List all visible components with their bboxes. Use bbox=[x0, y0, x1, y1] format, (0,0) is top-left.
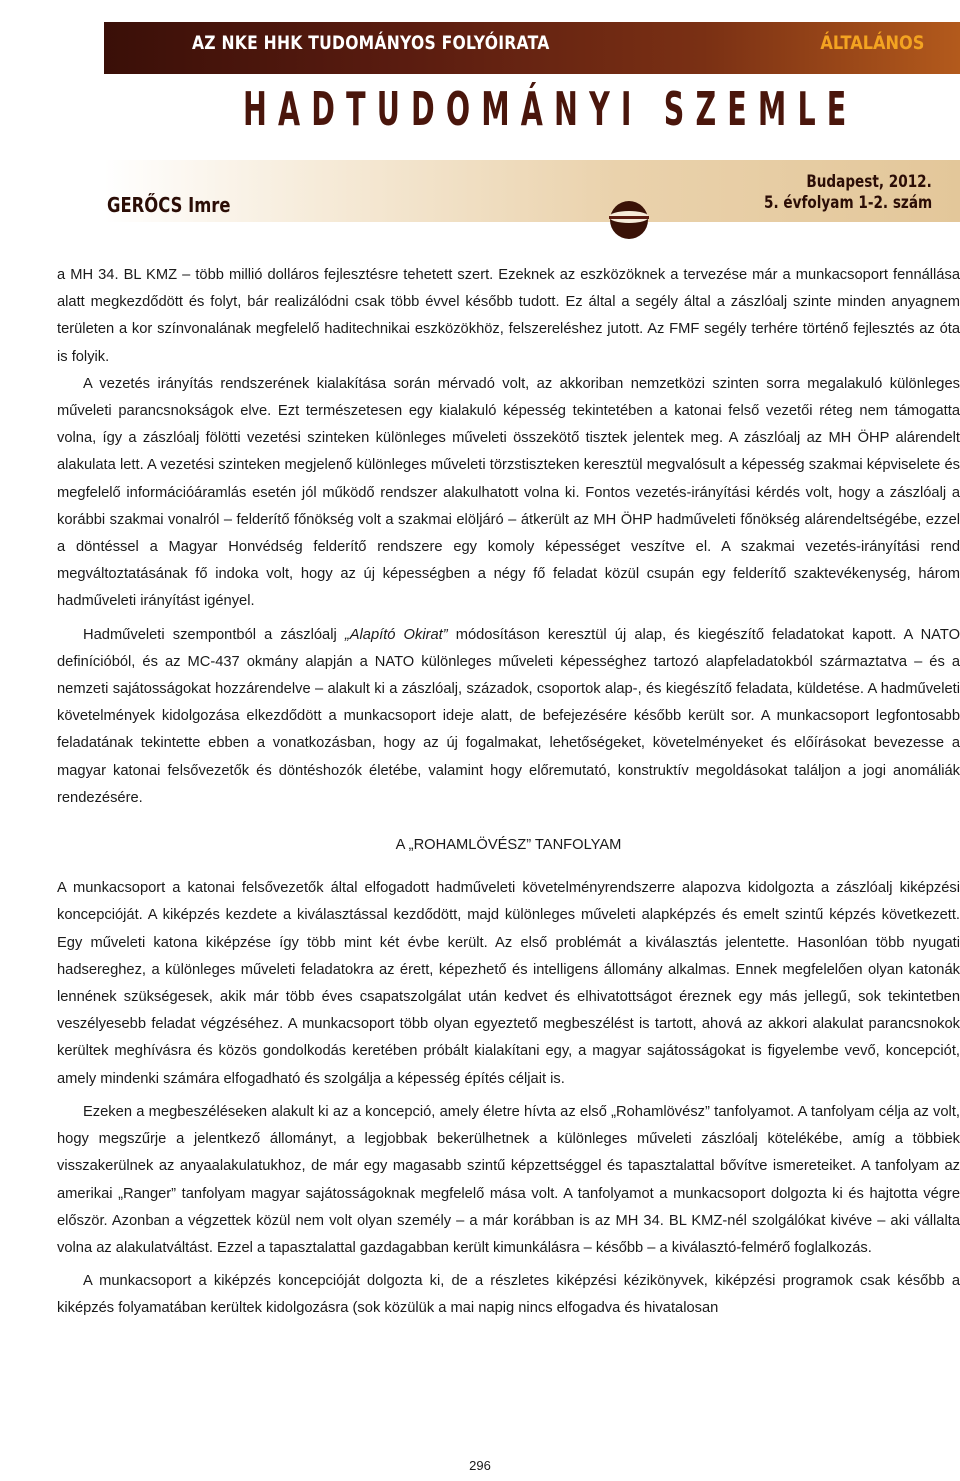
journal-header bbox=[0, 0, 960, 245]
paragraph: A munkacsoport a katonai felsővezetők által elfogadott hadműveleti követelményrendszerre alapozva kidolgozta a zászlóalj kiképzési koncepcióját. A kiképzés kezdete a kiválasztással kezdődött, majd különleges műveleti alapképzés és emelt szintű képzés következett. Egy műveleti katona kiképzése így több mint két évbe került. Az első problémát a kiválasztás jelentette. Hasonlóan több nyugati hadsereghez, a különleges műveleti feladatokra az érett, képezhető és intelligens állomány alkalmas. Ennek megfelelően olyan katonák lennének szükségesek, akik már több éves csapatszolgálat után kedvet és elhivatottságot éreznek egy más jellegű, sok tekintetben veszélyesebb feladat végzéséhez. A munkacsoport több olyan egyeztető megbeszélést is tartott, ahová az akkori alakulat parancsnokok kerültek meghívásra és közös gondolkodás keretében próbált kialakítani egy, a magyar sajátosságokat is figyelembe vevő, koncepciót, amely mindenki számára elfogadható és szolgálja a képesség építés céljait is. bbox=[57, 880, 960, 1087]
ornament-icon bbox=[606, 196, 652, 242]
category-label: ÁLTALÁNOS bbox=[819, 32, 924, 54]
page-number: 296 bbox=[469, 1458, 491, 1473]
article-body bbox=[57, 262, 960, 1323]
section-heading: A „ROHAMLÖVÉSZ” TANFOLYAM bbox=[395, 837, 622, 854]
paragraph bbox=[57, 622, 960, 812]
paragraph: a MH 34. BL KMZ – több millió dolláros fejlesztésre tehetett szert. Ezeknek az eszközöknek a tervezése már a munkacsoport fennállása alatt megkezdődött és folyt, bár realizálódni csak több évvel később tudott. Ez által a segély által a zászlóalj szinte minden anyagnem területen a kor színvonalának megfelelő haditechnikai eszközökhöz, felszereléshez jutott. Az FMF segély terhére történő fejlesztés az óta is folyik. bbox=[57, 267, 960, 365]
author-name: GERŐCS Imre bbox=[107, 193, 231, 217]
document-title-italic: „Alapító Okirat” bbox=[344, 626, 448, 643]
paragraph: Ezeken a megbeszéléseken alakult ki az a koncepció, amely életre hívta az első „Rohamlövész” tanfolyamot. A tanfolyam célja az volt, hogy megszűrje a jelentkező állományt, a legjobbak bekerülhetnek a különleges műveleti zászlóalj kötelékébe, amíg a többiek visszakerülnek az anyaalakulatukhoz, de már egy magasabb szintű képzettséggel és tapasztalattal bővítve ismereteiket. A tanfolyam az amerikai „Ranger” tanfolyam magyar sajátosságoknak megfelelő mása volt. A tanfolyamot a munkacsoport dolgozta ki és hajtotta végre először. Azonban a végzettek közül nem volt olyan személy – a már korábban is az MH 34. BL KMZ-nél szolgálókat kivéve – aki vállalta volna az alakulatváltást. Ezzel a tapasztalattal gazdagabban került kimunkálásra – később – a kiválasztó-felmérő foglalkozás. bbox=[57, 1103, 960, 1256]
volume-issue: 5. évfolyam 1-2. szám bbox=[763, 193, 932, 213]
paragraph-text: Hadműveleti szempontból a zászlóalj bbox=[83, 626, 345, 643]
journal-title: HADTUDOMÁNYI SZEMLE bbox=[243, 82, 858, 136]
paragraph: A munkacsoport a kiképzés koncepcióját dolgozta ki, de a részletes kiképzési kézikönyvek, kiképzési programok csak később a kiképzés folyamatában kerültek kidolgozásra (sok közülük a mai napig nincs elfogadva és hivatalosan bbox=[57, 1273, 960, 1317]
paragraph-text: módosításon keresztül új alap, és kiegészítő feladatokat kapott. A NATO definícióból, és az MC-437 okmány alapján a NATO különleges műveleti képességhez tartozó alapfeladatokból származtatva – és a nemzeti sajátosságokat hozzárendelve – alakult ki a zászlóalj, századok, csoportok alap-, és kiegészítő feladata, küldetése. A hadműveleti követelmények kidolgozása elkezdődött a munkacsoport ideje alatt, de befejezésére később került sor. A munkacsoport legfontosabb feladatának tekintette ebben a vonatkozásban, hogy az új fogalmakat, lehetőségeket, követelményeket és előírásokat bevezesse a magyar katonai felsővezetők és döntéshozók életébe, valamint hogy előremutató, konstruktív megoldásokat találjon a jogi anomáliák rendezésére. bbox=[57, 626, 960, 806]
journal-line: AZ NKE HHK TUDOMÁNYOS FOLYÓIRATA bbox=[192, 32, 550, 54]
paragraph: A vezetés irányítás rendszerének kialakítása során mérvadó volt, az akkoriban nemzetközi szinten sorra megalakuló különleges műveleti parancsnokságok elve. Ezt természetesen egy kialakuló képesség tekintetében a katonai felső vezetői réteg nem támogatta volna, így a zászlóalj fölötti vezetési szinteken különleges műveleti összekötő tisztek jelentek meg. A zászlóalj az MH ÖHP alárendelt alakulata lett. A vezetési szinteken megjelenő különleges műveleti törzstiszteken keresztül megvalósult a képesség szakmai képviselete és megfelelő információáramlás esetén jól működő rendszer alakulhatott volna ki. Fontos vezetés-irányítási kérdés volt, hogy a zászlóalj a korábbi szakmai vonalról – felderítő főnökség volt a szakmai elöljáró – átkerült az MH ÖHP hadműveleti főnökség alárendeltségébe, ezzel a döntéssel a Magyar Honvédség felderítő rendszere egy komoly képességet veszítve el. A szakmai vezetés-irányítási rend megváltoztatásának fő indoka volt, hogy az új képességben a négy fő feladat közül csupán egy felderítő szaktevékenység, három hadműveleti irányítást igényel. bbox=[57, 375, 960, 610]
place-year: Budapest, 2012. bbox=[806, 172, 932, 192]
